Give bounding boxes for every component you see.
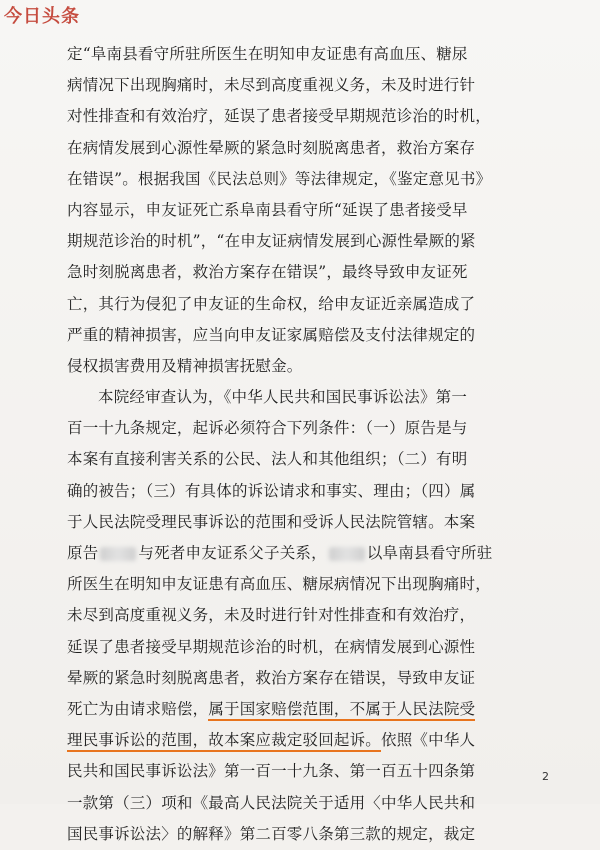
text-segment: 原告	[67, 544, 99, 562]
text-line: 严重的精神损害，应当向申友证家属赔偿及支付法律规定的	[67, 325, 476, 344]
highlighted-phrase: 理民事诉讼的范围，故本案应裁定驳回起诉。	[67, 731, 381, 752]
text-line: 一款第（三）项和《最高人民法院关于适用〈中华人民共和	[67, 793, 476, 812]
text-line: 未尽到高度重视义务，未及时进行针对性排查和有效治疗，	[67, 606, 476, 625]
redacted-name	[329, 547, 365, 561]
text-line: 在病情发展到心源性晕厥的紧急时刻脱离患者，救治方案存	[67, 138, 476, 157]
redacted-name	[100, 547, 136, 561]
text-line: 百一十九条规定，起诉必须符合下列条件：（一）原告是与	[67, 419, 468, 438]
text-line: 确的被告；（三）有具体的诉讼请求和事实、理由；（四）属	[67, 481, 476, 500]
text-segment: 依照《中华人	[381, 731, 476, 750]
text-line: 内容显示，申友证死亡系阜南县看守所“延误了患者接受早	[67, 200, 468, 219]
text-line: 晕厥的紧急时刻脱离患者，救治方案存在错误，导致申友证	[67, 668, 476, 687]
text-line: 急时刻脱离患者，救治方案存在错误”，最终导致申友证死	[67, 263, 468, 282]
text-line: 病情况下出现胸痛时，未尽到高度重视义务，未及时进行针	[67, 76, 476, 95]
paragraph-start-line: 本院经审查认为，《中华人民共和国民事诉讼法》第一	[98, 388, 468, 407]
text-segment: 以阜南县看守所驻	[366, 544, 493, 562]
document-body	[67, 39, 532, 850]
text-line: 定“阜南县看守所驻所医生在明知申友证患有高血压、糖尿	[67, 45, 468, 63]
text-line: 对性排查和有效治疗，延误了患者接受早期规范诊治的时机，	[67, 107, 491, 126]
text-segment: 死亡为由请求赔偿，	[67, 699, 209, 718]
text-line: 亡，其行为侵犯了申友证的生命权，给申友证近亲属造成了	[67, 294, 476, 313]
highlighted-phrase: 属于国家赔偿范围，不属于人民法院受	[208, 700, 475, 721]
text-line-highlighted	[67, 694, 532, 725]
watermark-logo: 今日头条	[4, 6, 80, 27]
text-line: 本案有直接利害关系的公民、法人和其他组织；（二）有明	[67, 450, 468, 469]
text-line: 期规范诊治的时机”，“在申友证病情发展到心源性晕厥的紧	[67, 232, 476, 251]
text-line: 国民事诉讼法〉的解释》第二百零八条第三款的规定，裁定	[67, 824, 476, 843]
text-line: 于人民法院受理民事诉讼的范围和受诉人民法院管辖。本案	[67, 512, 476, 531]
text-line: 所医生在明知申友证患有高血压、糖尿病情况下出现胸痛时，	[67, 575, 491, 594]
text-line-with-redactions	[67, 538, 532, 569]
text-line: 延误了患者接受早期规范诊治的时机，在病情发展到心源性	[67, 637, 476, 656]
text-line: 侵权损害费用及精神损害抚慰金。	[67, 356, 303, 375]
text-line: 民共和国民事诉讼法》第一百一十九条、第一百五十四条第	[67, 762, 476, 781]
text-segment: 与死者申友证系父子关系，	[138, 544, 327, 562]
text-line: 在错误”。根据我国《民法总则》等法律规定，《鉴定意见书》	[67, 169, 492, 188]
text-line-highlighted	[67, 725, 532, 756]
page-number: 2	[542, 770, 549, 783]
